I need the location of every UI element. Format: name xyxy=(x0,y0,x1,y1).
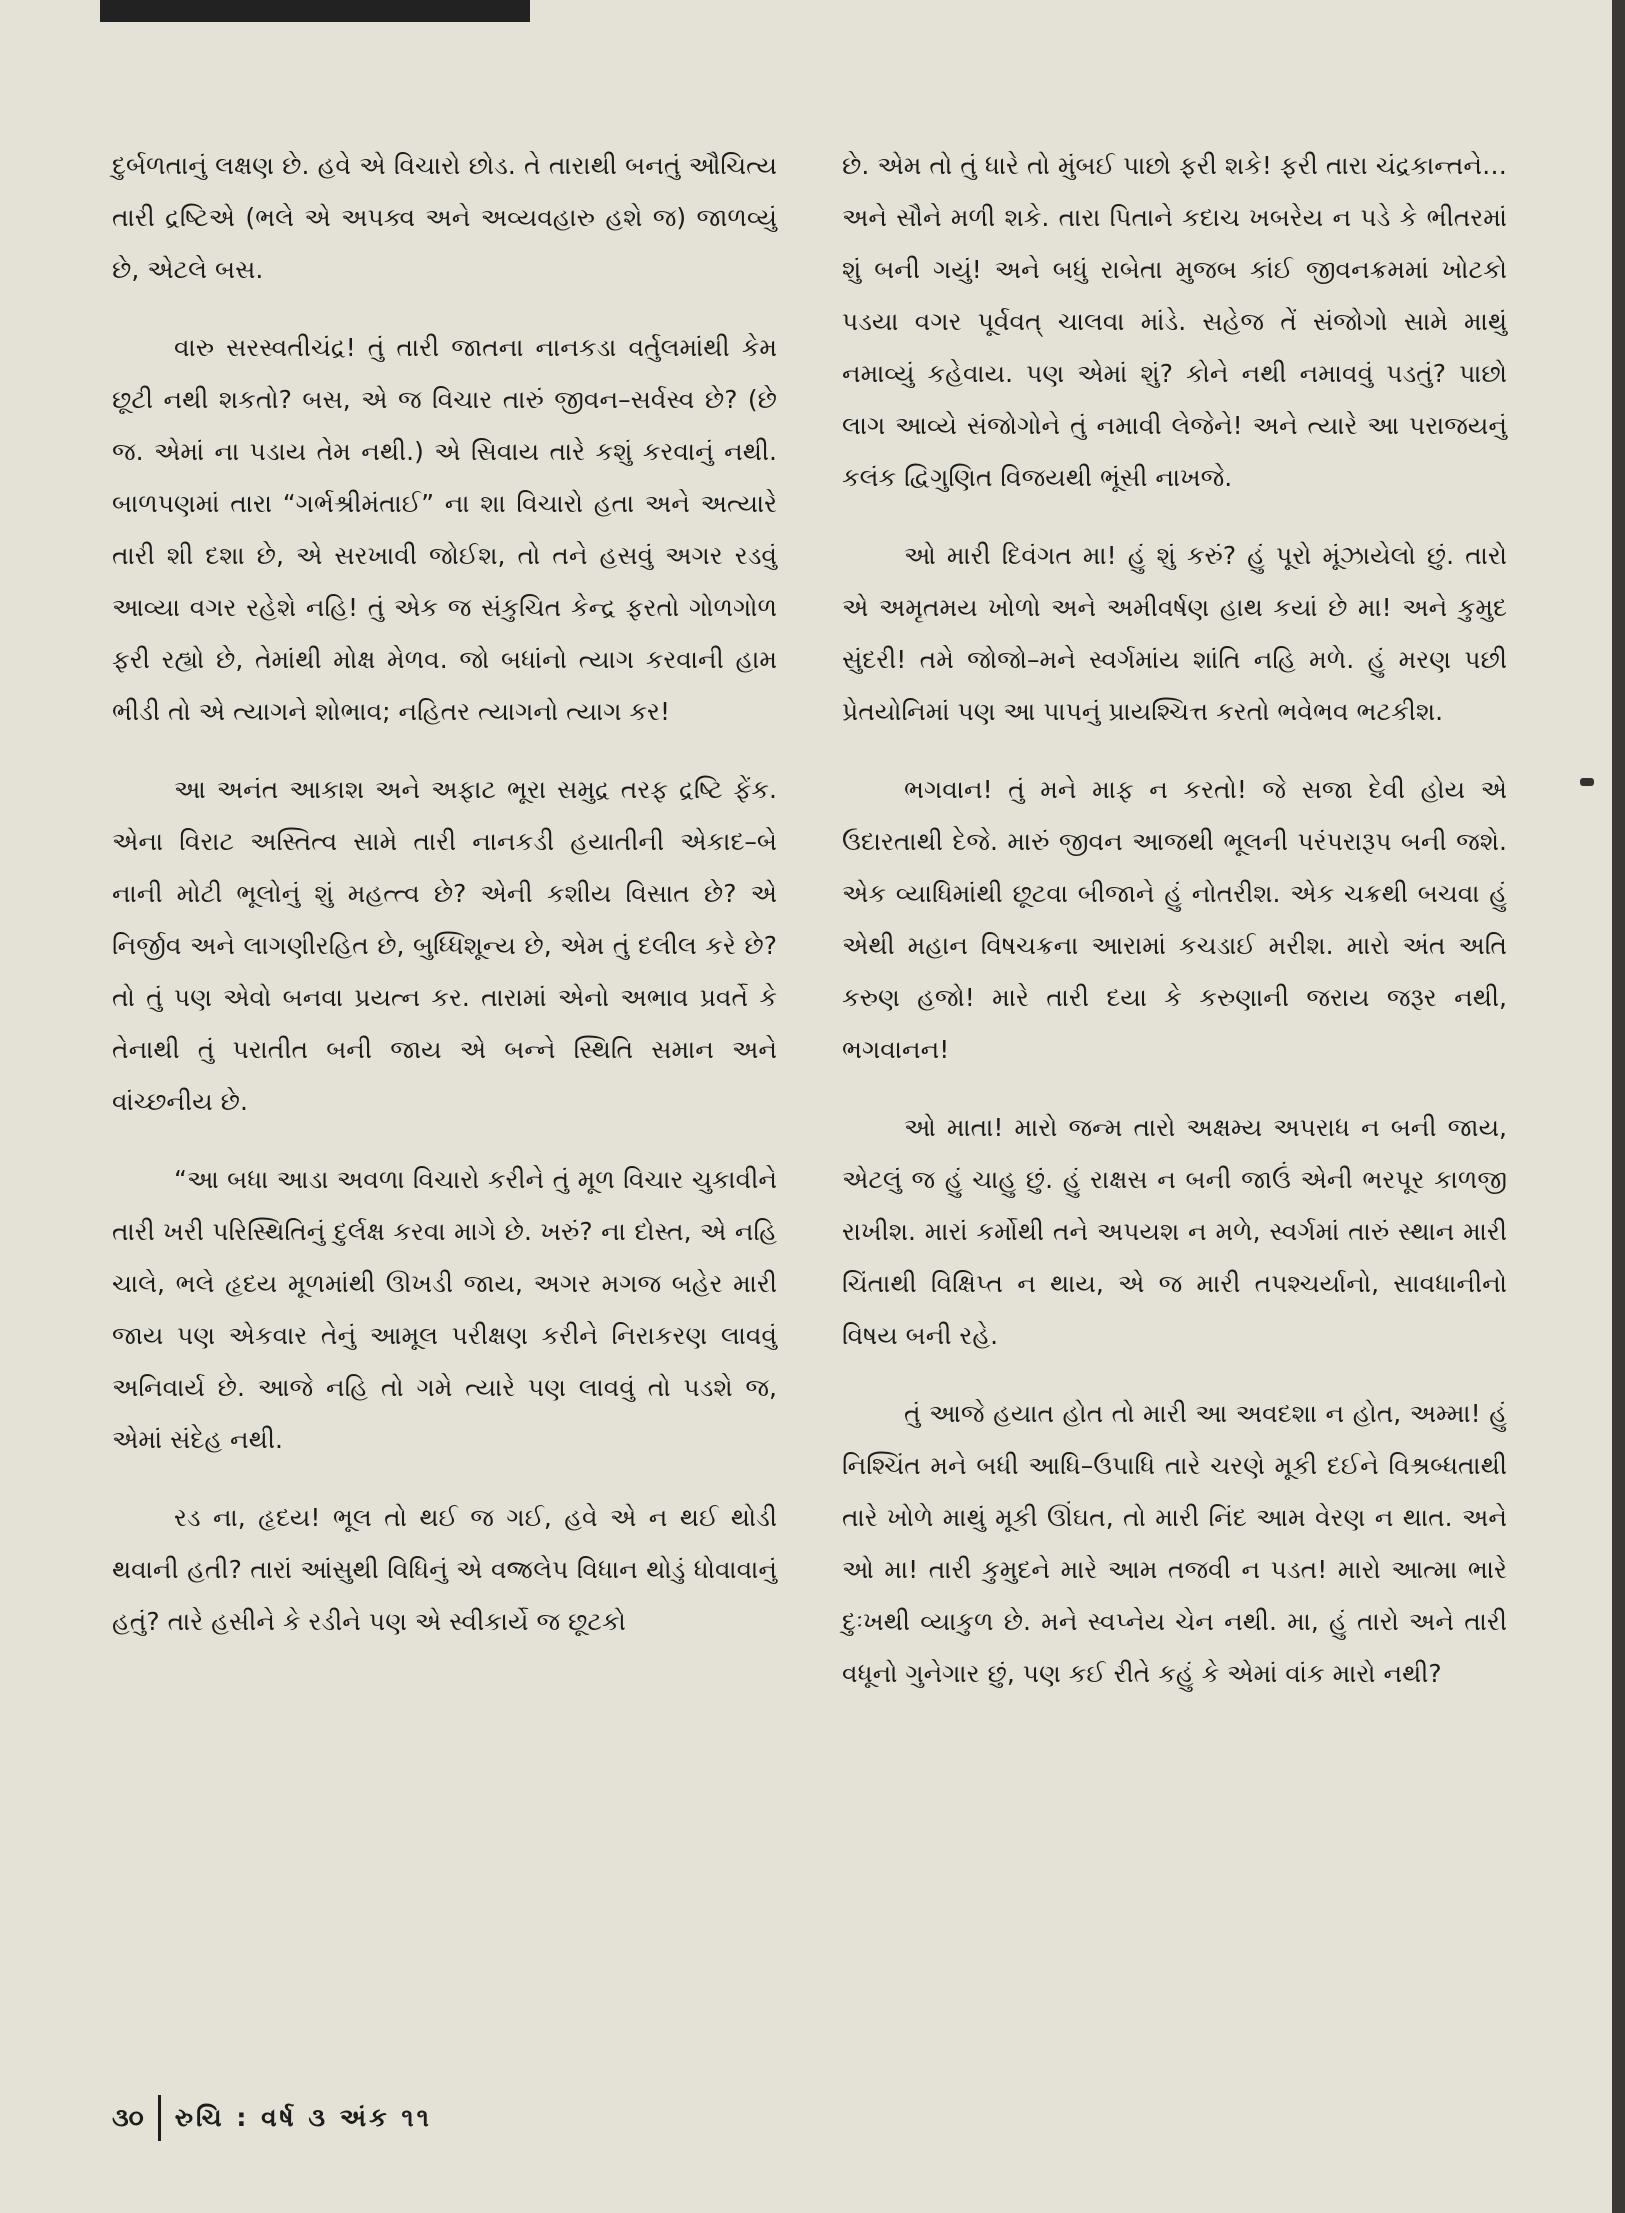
paragraph: વારુ સરસ્વતીચંદ્ર! તું તારી જાતના નાનકડા વર્તુલમાંથી કેમ છૂટી નથી શકતો? બસ, એ જ વિચાર તારું જીવન–સર્વસ્વ છે? (છે જ. એમાં ના પડાય તેમ નથી.) એ સિવાય તારે કશું કરવાનું નથી. બાળપણમાં તારા “ગર્ભશ્રીમંતાઈ” ના શા વિચારો હતા અને અત્યારે તારી શી દશા છે, એ સરખાવી જોઈશ, તો તને હસવું અગર રડવું આવ્યા વગર રહેશે નહિ! તું એક જ સંકુચિત કેન્દ્ર ફરતો ગોળગોળ ફરી રહ્યો છે, તેમાંથી મોક્ષ મેળવ. જો બધાંનો ત્યાગ કરવાની હામ ભીડી તો એ ત્યાગને શોભાવ; નહિતર ત્યાગનો ત્યાગ કર! xyxy=(112,333,777,726)
page-number: ૩૦ xyxy=(112,2103,144,2132)
binding-mark xyxy=(1580,778,1594,786)
paragraph: “આ બધા આડા અવળા વિચારો કરીને તું મૂળ વિચાર ચુકાવીને તારી ખરી પરિસ્થિતિનું દુર્લક્ષ કરવા માગે છે. ખરું? ના દોસ્ત, એ નહિ ચાલે, ભલે હૃદય મૂળમાંથી ઊખડી જાય, અગર મગજ બહેર મારી જાય પણ એકવાર તેનું આમૂલ પરીક્ષણ કરીને નિરાકરણ લાવવું અનિવાર્ય છે. આજે નહિ તો ગમે ત્યારે પણ લાવવું તો પડશે જ, એમાં સંદેહ નથી. xyxy=(112,1165,777,1454)
paragraph: આ અનંત આકાશ અને અફાટ ભૂરા સમુદ્ર તરફ દ્રષ્ટિ ફેંક. એના વિરાટ અસ્તિત્વ સામે તારી નાનકડી હયાતીની એકાદ–બે નાની મોટી ભૂલોનું શું મહત્ત્વ છે? એની કશીય વિસાત છે? એ નિર્જીવ અને લાગણીરહિત છે, બુધ્ધિશૂન્ય છે, એમ તું દલીલ કરે છે? તો તું પણ એવો બનવા પ્રયત્ન કર. તારામાં એનો અભાવ પ્રવર્તે કે તેનાથી તું પરાતીત બની જાય એ બન્ને સ્થિતિ સમાન અને વાંચ્છનીય છે. xyxy=(112,775,777,1116)
right-text-column xyxy=(842,140,1507,1726)
paragraph: રડ ના, હૃદય! ભૂલ તો થઈ જ ગઈ, હવે એ ન થઈ થોડી થવાની હતી? તારાં આંસુથી વિધિનું એ વજ્રલેપ વિધાન થોડું ધોવાવાનું હતું? તારે હસીને કે રડીને પણ એ સ્વીકાર્યે જ છૂટકો xyxy=(112,1503,777,1636)
scan-right-edge xyxy=(1612,0,1625,2213)
paragraph: ભગવાન! તું મને માફ ન કરતો! જે સજા દેવી હોય એ ઉદારતાથી દેજે. મારું જીવન આજથી ભૂલની પરંપરારૂપ બની જશે. એક વ્યાધિમાંથી છૂટવા બીજાને હું નોતરીશ. એક ચક્રથી બચવા હું એથી મહાન વિષચક્રના આરામાં કચડાઈ મરીશ. મારો અંત અતિ કરુણ હજો! મારે તારી દયા કે કરુણાની જરાય જરૂર નથી, ભગવાનન! xyxy=(842,775,1507,1064)
paragraph: છે. એમ તો તું ધારે તો મુંબઈ પાછો ફરી શકે! ફરી તારા ચંદ્રકાન્તને…અને સૌને મળી શકે. તારા પિતાને કદાચ ખબરેય ન પડે કે ભીતરમાં શું બની ગયું! અને બધું રાબેતા મુજબ કાંઈ જીવનક્રમમાં ખોટકો પડયા વગર પૂર્વવત્ ચાલવા માંડે. સહેજ તેં સંજોગો સામે માથું નમાવ્યું કહેવાય. પણ એમાં શું? કોને નથી નમાવવું પડતું? પાછો લાગ આવ્યે સંજોગોને તું નમાવી લેજેને! અને ત્યારે આ પરાજયનું કલંક દ્વિગુણિત વિજયથી ભૂંસી નાખજે. xyxy=(842,151,1507,492)
page-footer xyxy=(112,2095,432,2141)
paragraph: તું આજે હયાત હોત તો મારી આ અવદશા ન હોત, અમ્મા! હું નિશ્ચિંત મને બધી આધિ–ઉપાધિ તારે ચરણે મૂકી દઈને વિશ્રબ્ધતાથી તારે ખોળે માથું મૂકી ઊંઘત, તો મારી નિંદ આમ વેરણ ન થાત. અને ઓ મા! તારી કુમુદને મારે આમ તજવી ન પડત! મારો આત્મા ભારે દુઃખથી વ્યાકુળ છે. મને સ્વપ્નેય ચેન નથી. મા, હું તારો અને તારી વધૂનો ગુનેગાર છું, પણ કઈ રીતે કહું કે એમાં વાંક મારો નથી? xyxy=(842,1399,1507,1688)
paragraph: દુર્બળતાનું લક્ષણ છે. હવે એ વિચારો છોડ. તે તારાથી બનતું ઔચિત્ય તારી દ્રષ્ટિએ (ભલે એ અપક્વ અને અવ્યવહારુ હશે જ) જાળવ્યું છે, એટલે બસ. xyxy=(112,151,777,284)
scan-top-edge xyxy=(100,0,530,22)
left-text-column xyxy=(112,140,777,1674)
footer-divider xyxy=(158,2095,161,2141)
paragraph: ઓ મારી દિવંગત મા! હું શું કરું? હું પૂરો મૂંઝાયેલો છું. તારો એ અમૃતમય ખોળો અને અમીવર્ષણ હાથ કયાં છે મા! અને કુમુદ સુંદરી! તમે જોજો–મને સ્વર્ગમાંય શાંતિ નહિ મળે. હું મરણ પછી પ્રેતયોનિમાં પણ આ પાપનું પ્રાયશ્ચિત્ત કરતો ભવેભવ ભટકીશ. xyxy=(842,541,1507,726)
journal-issue-label: રુચિ : વર્ષ ૩ અંક ૧૧ xyxy=(174,2103,432,2132)
paragraph: ઓ માતા! મારો જન્મ તારો અક્ષમ્ય અપરાધ ન બની જાય, એટલું જ હું ચાહુ છું. હું રાક્ષસ ન બની જાઉં એની ભરપૂર કાળજી રાખીશ. મારાં કર્મોથી તને અપયશ ન મળે, સ્વર્ગમાં તારું સ્થાન મારી ચિંતાથી વિક્ષિપ્ત ન થાય, એ જ મારી તપશ્ચર્યાનો, સાવધાનીનો વિષય બની રહે. xyxy=(842,1113,1507,1350)
